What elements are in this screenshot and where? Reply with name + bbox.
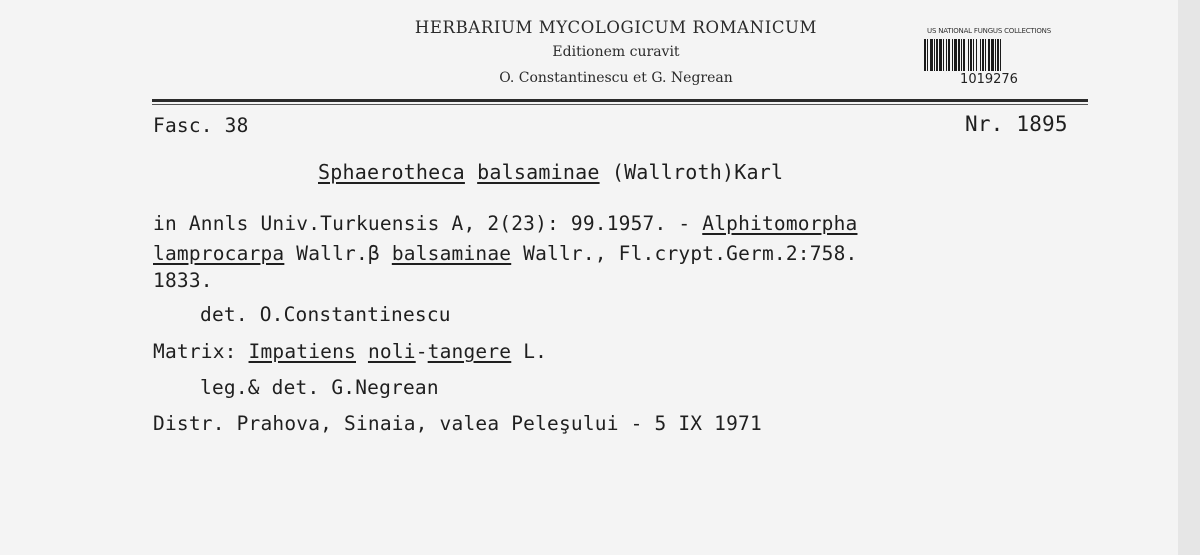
basionym-reference: Wallr., Fl.crypt.Germ.2:758. [511,242,858,265]
citation-reference: in Annls Univ.Turkuensis A, 2(23): 99.1957. - [153,212,703,235]
taxon-authority: (Wallroth)Karl [611,160,784,184]
matrix-line [153,340,547,363]
taxon-name [318,160,783,184]
taxon-genus: Sphaerotheca [318,160,465,184]
editor-line: Editionem curavit [552,44,680,60]
basionym-variety: balsaminae [391,242,512,265]
host-genus: Impatiens [248,340,356,363]
determiner: det. O.Constantinescu [200,303,451,326]
barcode-icon [924,39,1054,71]
citation-year: 1833. [153,269,213,292]
host-hyphen: - [415,340,428,363]
specimen-barcode [920,27,1058,91]
matrix-label: Matrix: [153,340,249,363]
basionym-genus: Alphitomorpha [702,212,858,235]
citation-line-1 [153,212,857,235]
editor-names: O. Constantinescu et G. Negrean [499,70,733,86]
header-rule-thin [152,104,1088,105]
barcode-caption: US NATIONAL FUNGUS COLLECTIONS [927,27,1051,35]
distribution: Distr. Prahova, Sinaia, valea Peleşului - 5 IX 1971 [153,412,762,435]
barcode-number: 1019276 [960,72,1018,87]
citation-line-2 [153,242,857,265]
collector: leg.& det. G.Negrean [200,376,439,399]
basionym-author: Wallr.β [284,242,392,265]
host-authority: L. [511,340,548,363]
fascicle-number: Fasc. 38 [153,114,249,137]
basionym-species: lamprocarpa [153,242,285,265]
herbarium-title: HERBARIUM MYCOLOGICUM ROMANICUM [414,18,818,37]
exsiccata-number: Nr. 1895 [965,112,1068,136]
host-species-part-2: tangere [427,340,512,363]
taxon-epithet: balsaminae [477,160,600,184]
host-species-part-1: noli [367,340,416,363]
header-rule [152,99,1088,102]
